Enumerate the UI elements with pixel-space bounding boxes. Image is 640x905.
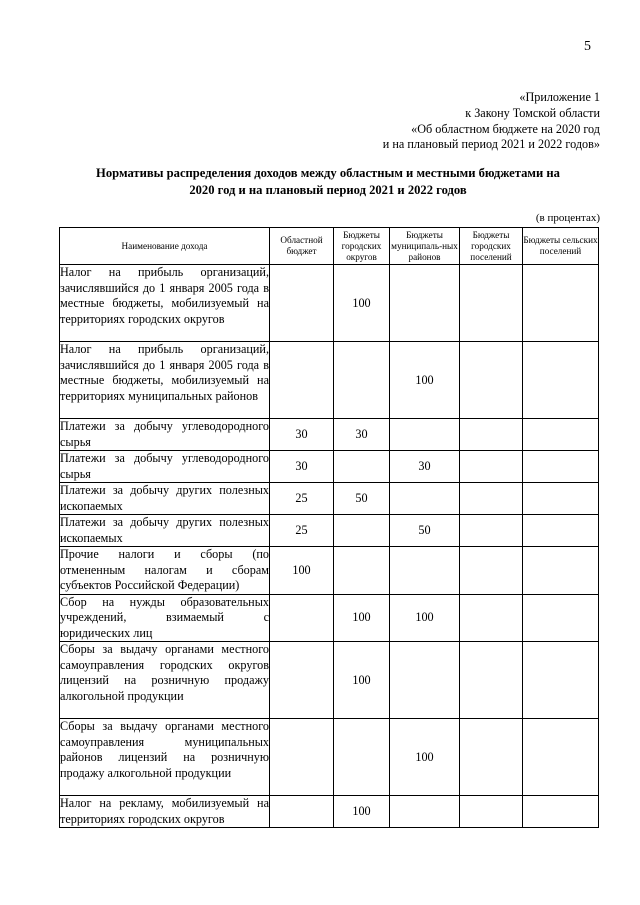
value-cell (460, 719, 523, 796)
value-cell: 25 (270, 515, 334, 547)
income-name-cell: Платежи за добычу углеводородного сырья (60, 419, 269, 449)
table-row (60, 419, 599, 451)
appendix-line: «Приложение 1 (519, 90, 600, 104)
table-row (60, 265, 599, 342)
value-cell: 100 (390, 719, 460, 796)
value-cell (523, 642, 599, 719)
value-cell (460, 342, 523, 419)
column-header-municipal-districts: Бюджеты муниципаль-ных районов (390, 228, 460, 265)
income-name-cell: Платежи за добычу других полезных ископаемых (60, 483, 269, 513)
value-cell: 50 (334, 483, 390, 515)
income-name-cell: Платежи за добычу углеводородного сырья (60, 451, 269, 481)
value-cell (390, 796, 460, 828)
value-cell (270, 796, 334, 828)
income-name-cell: Налог на прибыль организаций, зачислявшийся до 1 января 2005 года в местные бюджеты, мобилизуемый на территориях муниципальных районов (60, 342, 270, 419)
value-cell: 100 (334, 642, 390, 719)
value-cell (460, 642, 523, 719)
value-cell (523, 419, 599, 451)
value-cell (523, 515, 599, 547)
value-cell (334, 719, 390, 796)
table-row (60, 796, 599, 828)
distribution-table (59, 227, 599, 828)
value-cell: 30 (270, 451, 334, 483)
table-row (60, 483, 599, 515)
income-name-cell: Сборы за выдачу органами местного самоуправления городских округов лицензий на розничную продажу алкогольной продукции (60, 642, 270, 719)
title-line: 2020 год и на плановый период 2021 и 2022 годов (189, 183, 467, 197)
table-row (60, 642, 599, 719)
value-cell: 50 (390, 515, 460, 547)
value-cell (523, 719, 599, 796)
table-row (60, 515, 599, 547)
value-cell (460, 515, 523, 547)
value-cell (523, 594, 599, 642)
value-cell (390, 419, 460, 451)
appendix-line: и на плановый период 2021 и 2022 годов» (382, 137, 600, 152)
value-cell (390, 483, 460, 515)
column-header-urban-settlements: Бюджеты городских поселений (460, 228, 523, 265)
title-line: Нормативы распределения доходов между областным и местными бюджетами на (96, 166, 560, 180)
column-header-regional: Областной бюджет (270, 228, 334, 265)
value-cell: 100 (334, 796, 390, 828)
value-cell: 30 (270, 419, 334, 451)
value-cell (523, 483, 599, 515)
document-title (60, 165, 596, 199)
value-cell (523, 547, 599, 595)
table-row (60, 719, 599, 796)
income-name-cell: Сборы за выдачу органами местного самоуправления муниципальных районов лицензий на розничную продажу алкогольной продукции (60, 719, 270, 796)
appendix-line: «Об областном бюджете на 2020 год (411, 121, 600, 136)
value-cell (270, 719, 334, 796)
units-note: (в процентах) (535, 212, 600, 224)
value-cell: 30 (334, 419, 390, 451)
value-cell (460, 796, 523, 828)
table-row (60, 451, 599, 483)
appendix-reference (383, 90, 600, 153)
value-cell: 100 (270, 547, 334, 595)
page-number: 5 (584, 39, 591, 54)
value-cell (270, 642, 334, 719)
value-cell (270, 265, 334, 342)
value-cell (523, 265, 599, 342)
value-cell (390, 547, 460, 595)
value-cell (460, 483, 523, 515)
table-row (60, 594, 599, 642)
value-cell: 100 (390, 342, 460, 419)
value-cell: 100 (334, 594, 390, 642)
value-cell (523, 796, 599, 828)
column-header-city-districts: Бюджеты городских округов (334, 228, 390, 265)
value-cell (460, 451, 523, 483)
value-cell: 100 (334, 265, 390, 342)
value-cell: 25 (270, 483, 334, 515)
value-cell (523, 451, 599, 483)
value-cell: 30 (390, 451, 460, 483)
value-cell (270, 342, 334, 419)
value-cell (460, 265, 523, 342)
table-row (60, 342, 599, 419)
income-name-cell: Прочие налоги и сборы (по отмененным налогам и сборам субъектов Российской Федерации) (60, 547, 269, 592)
income-name-cell: Платежи за добычу других полезных ископаемых (60, 515, 269, 545)
column-header-rural-settlements: Бюджеты сельских поселений (523, 228, 599, 265)
value-cell (460, 547, 523, 595)
value-cell (334, 342, 390, 419)
appendix-line: к Закону Томской области (465, 105, 600, 120)
income-name-cell: Налог на рекламу, мобилизуемый на территориях городских округов (60, 796, 269, 826)
column-header-name: Наименование дохода (60, 228, 270, 265)
value-cell (334, 515, 390, 547)
value-cell (390, 265, 460, 342)
value-cell (270, 594, 334, 642)
income-name-cell: Налог на прибыль организаций, зачислявшийся до 1 января 2005 года в местные бюджеты, мобилизуемый на территориях городских округов (60, 265, 270, 342)
value-cell (460, 594, 523, 642)
value-cell (390, 642, 460, 719)
value-cell: 100 (390, 594, 460, 642)
income-name-cell: Сбор на нужды образовательных учреждений, взимаемый с юридических лиц (60, 594, 269, 640)
table-header-row (60, 228, 599, 265)
value-cell (523, 342, 599, 419)
value-cell (334, 547, 390, 595)
value-cell (334, 451, 390, 483)
value-cell (460, 419, 523, 451)
table-row (60, 547, 599, 595)
